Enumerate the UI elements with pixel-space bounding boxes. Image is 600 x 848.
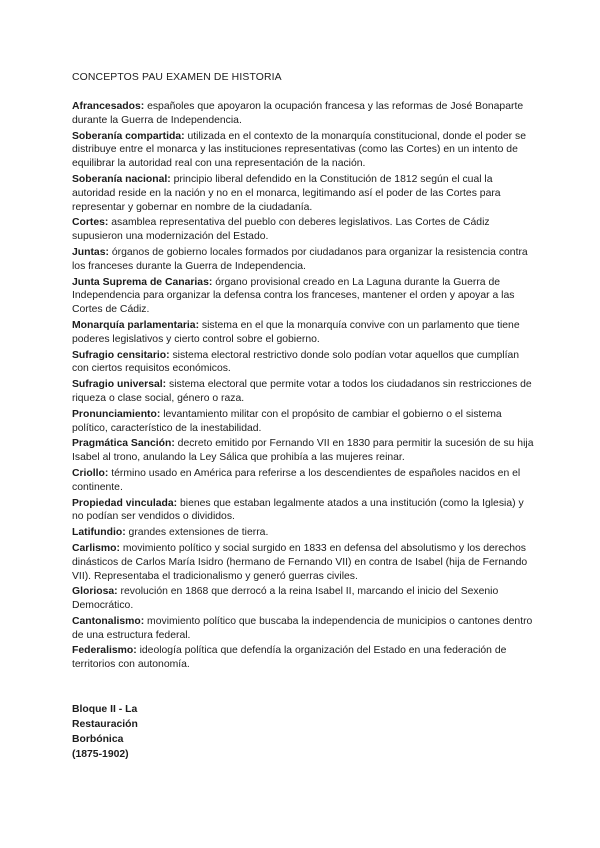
glossary-term: Soberanía compartida: <box>72 130 185 142</box>
glossary-entry-criollo <box>72 467 534 495</box>
glossary-entry-cortes <box>72 216 534 244</box>
glossary-definition: levantamiento militar con el propósito de cambiar el gobierno o el sistema político, característico de la inestabilidad. <box>72 408 502 434</box>
glossary-term: Afrancesados: <box>72 101 145 112</box>
glossary-definition: revolución en 1868 que derrocó a la reina Isabel II, marcando el inicio del Sexenio Democrático. <box>72 586 499 612</box>
section-heading-line: Borbónica <box>72 734 124 745</box>
glossary-entry-pragmatica-sancion <box>72 437 534 465</box>
glossary-definition: sistema electoral restrictivo donde solo podían votar aquellos que cumplían con ciertos requisitos económicos. <box>72 349 520 375</box>
section-heading-line: Bloque II - La <box>72 704 138 715</box>
glossary-entry-soberania-nacional <box>72 173 534 214</box>
glossary-definition: movimiento político y social surgido en 1833 en defensa del absolutismo y los derechos dinásticos de Carlos María Isidro (hermano de Fernando VII) en contra de Isabel (hija de Fernando VII). Representaba el tradicionalismo y generó guerras civiles. <box>72 542 528 582</box>
glossary-term: Sufragio censitario: <box>72 349 170 361</box>
glossary-definition: españoles que apoyaron la ocupación francesa y las reformas de José Bonaparte durante la Guerra de Independencia. <box>72 101 524 126</box>
glossary-term: Cortes: <box>72 217 109 229</box>
glossary-entry-juntas <box>72 246 534 274</box>
glossary-definition: principio liberal defendido en la Constitución de 1812 según el cual la autoridad reside en la nación y no en el monarca, legitimando así el poder de las Cortes para representar y gobernar en nombre de la ciudadanía. <box>72 173 501 213</box>
glossary-definition: término usado en América para referirse a los descendientes de españoles nacidos en el continente. <box>72 467 521 493</box>
glossary-entry-junta-suprema-canarias <box>72 276 534 317</box>
glossary-entry-gloriosa <box>72 585 534 613</box>
glossary-definition: utilizada en el contexto de la monarquía constitucional, donde el poder se distribuye entre el monarca y las instituciones representativas (como las Cortes) en un intento de equilibrar la autoridad real con una representación de la nación. <box>72 130 526 170</box>
glossary-term: Juntas: <box>72 246 109 258</box>
glossary-term: Latifundio: <box>72 527 126 539</box>
section-heading-line: Restauración <box>72 719 138 730</box>
glossary-definition: sistema electoral que permite votar a todos los ciudadanos sin restricciones de riqueza o clase social, género o raza. <box>72 379 532 404</box>
glossary-term: Federalismo: <box>72 645 137 657</box>
glossary-entry-soberania-compartida <box>72 130 534 171</box>
glossary-entry-propiedad-vinculada <box>72 497 534 525</box>
section-heading <box>72 702 138 762</box>
glossary-term: Gloriosa: <box>72 586 118 598</box>
glossary-definition: grandes extensiones de tierra. <box>125 527 269 539</box>
glossary-definition: órganos de gobierno locales formados por ciudadanos para organizar la resistencia contra los franceses durante la Guerra de Independencia. <box>72 246 528 272</box>
glossary-definition: bienes que estaban legalmente atados a una institución (como la Iglesia) y no podían ser vendidos o divididos. <box>72 497 524 523</box>
glossary-term: Cantonalismo: <box>72 615 145 627</box>
glossary-entry-carlismo <box>72 542 534 583</box>
glossary-term: Pragmática Sanción: <box>72 438 175 450</box>
glossary-entry-cantonalismo <box>72 615 534 643</box>
glossary-entry-sufragio-censitario <box>72 349 534 377</box>
glossary-term: Propiedad vinculada: <box>72 497 178 509</box>
document-title: CONCEPTOS PAU EXAMEN DE HISTORIA <box>72 72 282 83</box>
glossary-definition: sistema en el que la monarquía convive con un parlamento que tiene poderes legislativos y cierto control sobre el gobierno. <box>72 319 520 345</box>
glossary-entry-afrancesados <box>72 100 534 128</box>
glossary-definition: movimiento político que buscaba la independencia de municipios o cantones dentro de una estructura federal. <box>72 615 533 641</box>
glossary-definition: asamblea representativa del pueblo con deberes legislativos. Las Cortes de Cádiz supusieron una modernización del Estado. <box>72 217 490 243</box>
glossary-term: Junta Suprema de Canarias: <box>72 276 213 288</box>
glossary-term: Pronunciamiento: <box>72 408 161 420</box>
glossary-definition: ideología política que defendía la organización del Estado en una federación de territorios con autonomía. <box>72 645 507 671</box>
glossary-definition: órgano provisional creado en La Laguna durante la Guerra de Independencia para organizar la defensa contra los franceses, mantener el orden y apoyar a las Cortes de Cádiz. <box>72 276 515 316</box>
glossary-term: Monarquía parlamentaria: <box>72 319 200 331</box>
glossary-entry-federalismo <box>72 644 534 672</box>
section-heading-line: (1875-1902) <box>72 749 129 760</box>
glossary-entry-sufragio-universal <box>72 378 534 406</box>
glossary-list <box>72 100 534 674</box>
glossary-term: Soberanía nacional: <box>72 173 171 185</box>
glossary-entry-pronunciamiento <box>72 408 534 436</box>
glossary-definition: decreto emitido por Fernando VII en 1830 para permitir la sucesión de su hija Isabel al trono, anulando la Ley Sálica que prohibía a las mujeres reinar. <box>72 438 534 464</box>
glossary-term: Sufragio universal: <box>72 379 167 391</box>
glossary-term: Criollo: <box>72 467 109 479</box>
glossary-entry-latifundio <box>72 526 534 540</box>
glossary-entry-monarquia-parlamentaria <box>72 319 534 347</box>
glossary-term: Carlismo: <box>72 542 120 554</box>
